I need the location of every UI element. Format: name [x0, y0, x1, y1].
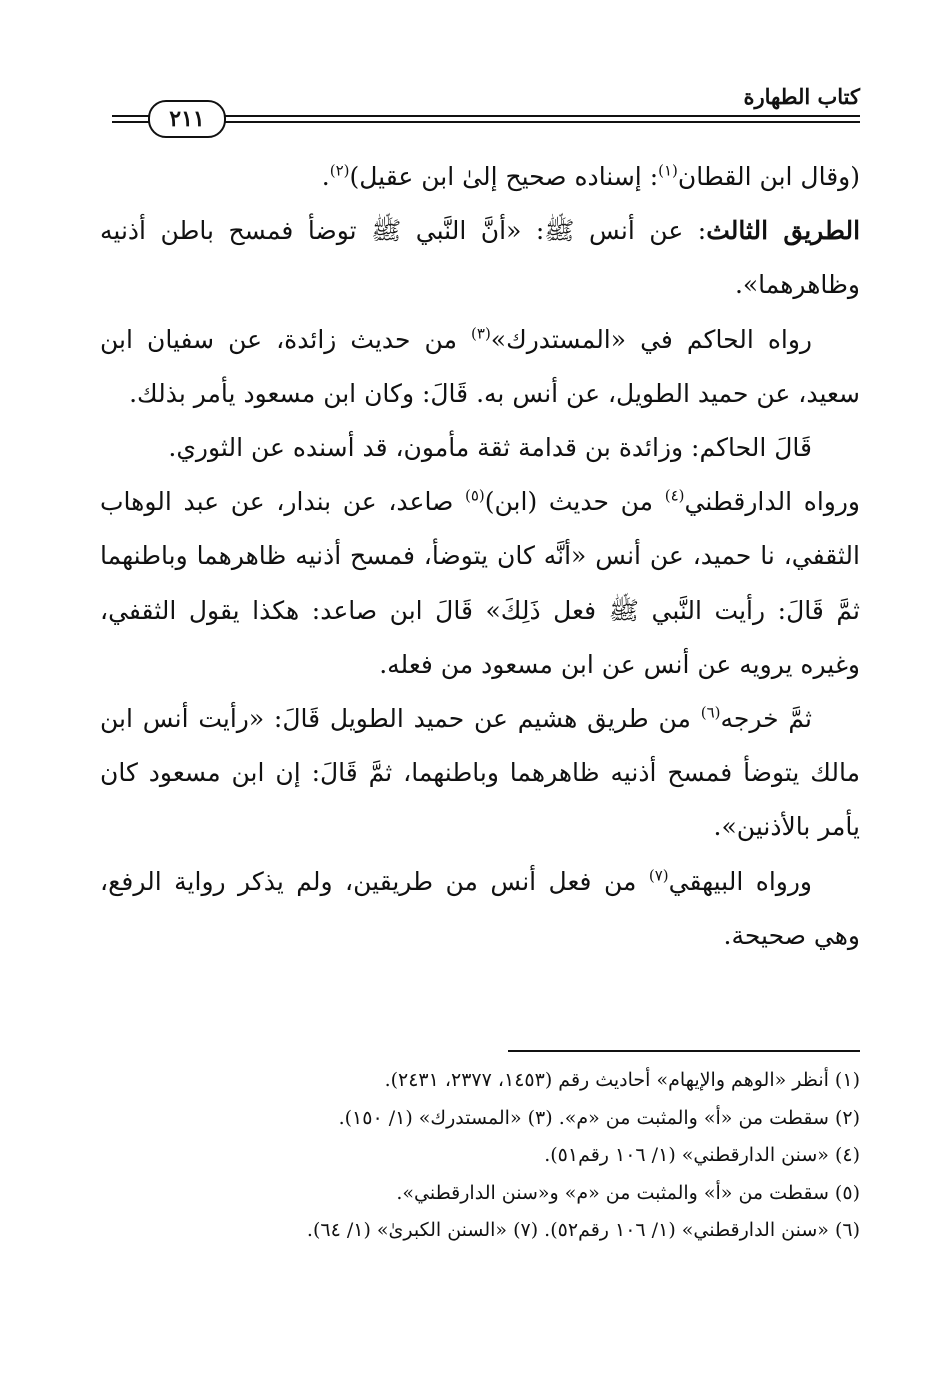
text-run: من طريق هشيم عن حميد الطويل قَالَ: «رأيت أنس ابن مالك يتوضأ فمسح أذنيه ظاهرهما وباطنهما، ثمَّ قَالَ: إن ابن مسعود كان يأمر بالأذنين». — [100, 704, 860, 842]
footnote-line: (٤) «سنن الدارقطني» (١/ ١٠٦ رقم٥١). — [544, 1144, 860, 1166]
paragraph-3 — [100, 313, 860, 421]
page-number: ٢١١ — [169, 106, 205, 132]
text-run: من حديث زائدة، عن سفيان ابن سعيد، عن حميد الطويل، عن أنس به. قَالَ: وكان ابن مسعود يأمر بذلك. — [100, 324, 860, 408]
text-run: : إسناده صحيح إلىٰ ابن عقيل) — [349, 162, 659, 191]
section-heading: الطريق الثالث — [706, 216, 861, 246]
paragraph-4 — [100, 421, 860, 475]
page-number-badge — [148, 100, 226, 138]
text-run: قَالَ الحاكم: وزائدة بن قدامة ثقة مأمون، قد أسنده عن الثوري. — [168, 433, 812, 463]
text-run: صاعد، عن بندار، عن عبد الوهاب الثقفي، نا حميد، عن أنس «أنَّه كان يتوضأ، فمسح أذنيه ظاهرهما وباطنهما ثمَّ قَالَ: رأيت النَّبي ﷺ فعل ذَلِكَ» قَالَ ابن صاعد: هكذا يقول الثقفي، وغيره يرويه عن أنس عن ابن مسعود من فعله. — [100, 487, 860, 679]
footnote-ref: (٥) — [464, 486, 485, 505]
text-run: ثمَّ خرجه — [720, 704, 812, 734]
text-run: : عن أنس ﷺ: «أنَّ النَّبي ﷺ توضأ فمسح باطن أذنيه وظاهرهما». — [100, 216, 860, 300]
paragraph-5 — [100, 475, 860, 692]
text-run: . — [321, 162, 330, 191]
paragraph-2 — [100, 204, 860, 312]
footnote-ref: (٢) — [329, 161, 350, 180]
footnote-ref: (٧) — [648, 866, 669, 885]
page-header — [112, 82, 860, 132]
footnote-line: (١) أنظر «الوهم والإيهام» أحاديث رقم (١٤٥٣، ٢٣٧٧، ٢٤٣١). — [384, 1069, 860, 1091]
footnote-line: (٦) «سنن الدارقطني» (١/ ١٠٦ رقم٥٢). (٧) «السنن الكبرىٰ» (١/ ٦٤). — [306, 1219, 860, 1241]
main-text — [100, 150, 860, 963]
text-run: ورواه الدارقطني — [684, 487, 860, 517]
book-title: كتاب الطهارة — [736, 84, 861, 109]
footnote-line: (٥) سقطت من «أ» والمثبت من «م» و«سنن الدارقطني». — [396, 1181, 860, 1204]
footnote-ref: (١) — [658, 161, 678, 180]
footnotes — [100, 1062, 860, 1250]
footnote-ref: (٦) — [700, 703, 721, 722]
text-run: من حديث (ابن) — [484, 487, 665, 517]
text-run: (وقال ابن القطان — [677, 162, 860, 191]
footnote-line: (٢) سقطت من «أ» والمثبت من «م». (٣) «المستدرك» (١/ ١٥٠). — [338, 1106, 860, 1129]
footnote-ref: (٣) — [471, 324, 491, 343]
footnote-ref: (٤) — [664, 486, 685, 505]
footnote-separator — [508, 1050, 860, 1052]
text-run: ورواه البيهقي — [668, 866, 812, 896]
paragraph-7 — [100, 855, 860, 963]
text-run: من فعل أنس من طريقين، ولم يذكر رواية الرفع، وهي صحيحة. — [100, 866, 860, 950]
paragraph-1 — [100, 150, 860, 204]
text-run: رواه الحاكم في «المستدرك» — [490, 324, 813, 354]
paragraph-6 — [100, 692, 860, 855]
